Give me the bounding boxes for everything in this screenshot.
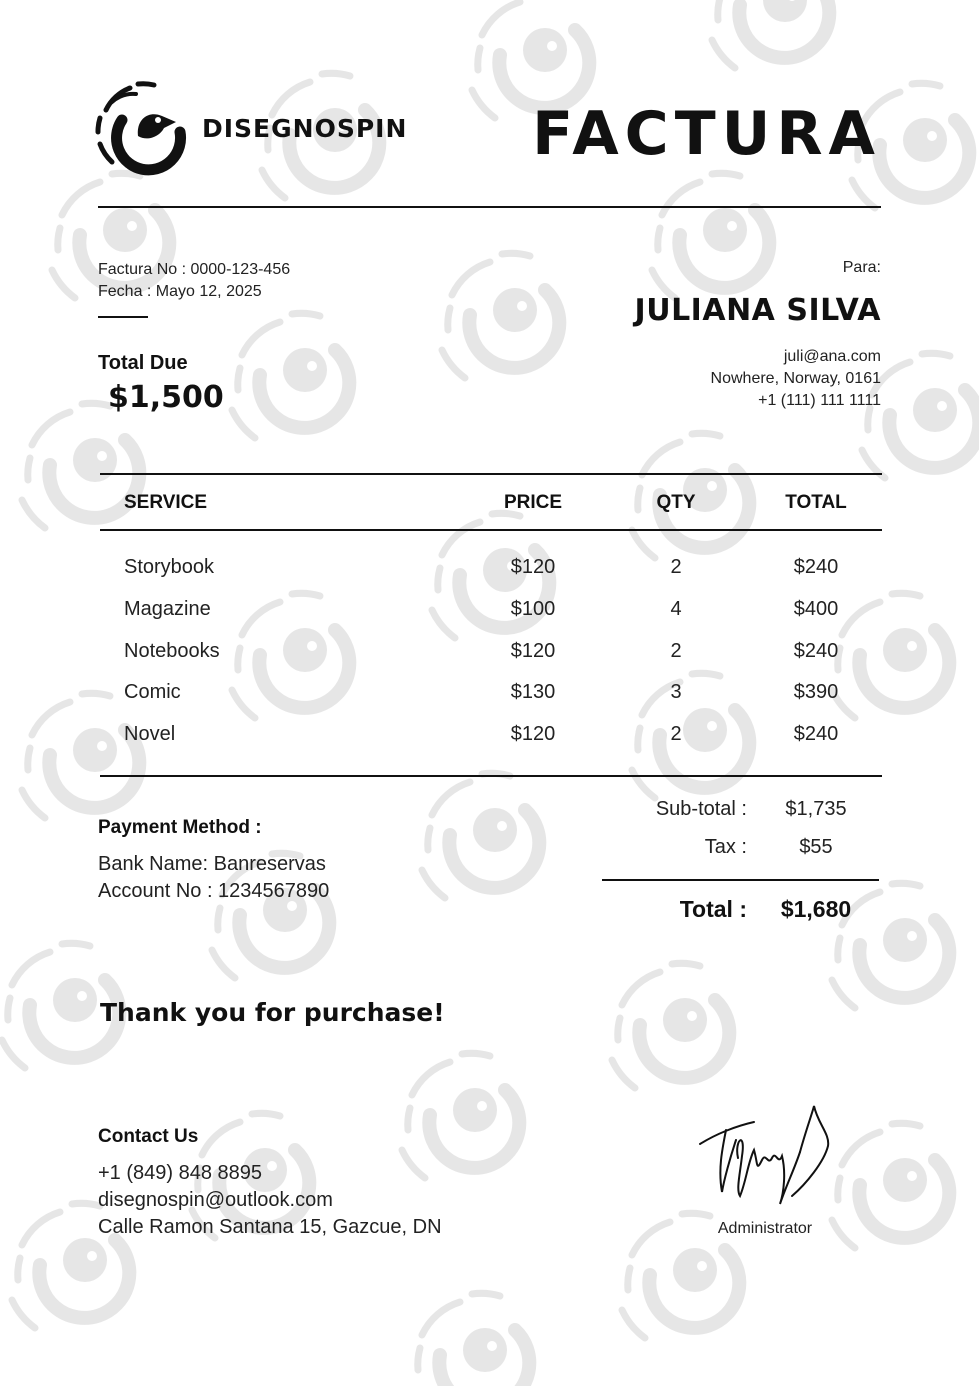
table-top-rule bbox=[100, 473, 882, 475]
contact-title: Contact Us bbox=[98, 1126, 199, 1147]
row-qty: 2 bbox=[670, 640, 682, 662]
client-phone: +1 (111) 111 1111 bbox=[758, 392, 881, 409]
bill-to bbox=[635, 259, 881, 412]
table-row bbox=[0, 598, 979, 628]
bill-to-label: Para: bbox=[842, 259, 881, 276]
row-service: Magazine bbox=[124, 598, 211, 620]
account-number: Account No : 1234567890 bbox=[98, 880, 330, 902]
row-service: Notebooks bbox=[124, 640, 220, 662]
table-row bbox=[0, 681, 979, 711]
row-service: Novel bbox=[124, 723, 176, 745]
summary-rule bbox=[602, 879, 879, 881]
row-total: $240 bbox=[793, 556, 839, 578]
row-price: $120 bbox=[510, 640, 556, 662]
contact-email: disegnospin@outlook.com bbox=[98, 1189, 333, 1211]
payment-method-title: Payment Method : bbox=[98, 817, 262, 838]
header-qty: QTY bbox=[656, 492, 696, 513]
grand-total-label: Total : bbox=[679, 896, 747, 922]
table-row bbox=[0, 723, 979, 753]
thank-you-message: Thank you for purchase! bbox=[100, 998, 445, 1027]
table-row bbox=[0, 556, 979, 586]
header-service: SERVICE bbox=[124, 492, 208, 513]
invoice-date: Fecha : Mayo 12, 2025 bbox=[98, 283, 262, 300]
row-service: Comic bbox=[124, 681, 181, 703]
row-price: $100 bbox=[510, 598, 556, 620]
signatory-role: Administrator bbox=[717, 1220, 813, 1237]
total-due-label: Total Due bbox=[98, 352, 188, 374]
row-total: $240 bbox=[793, 723, 839, 745]
bank-name: Bank Name: Banreservas bbox=[98, 853, 326, 875]
table-header-rule bbox=[100, 529, 882, 531]
client-email: juli@ana.com bbox=[783, 348, 881, 365]
row-price: $130 bbox=[510, 681, 556, 703]
row-qty: 2 bbox=[670, 556, 682, 578]
brand-name: DISEGNOSPIN bbox=[202, 114, 408, 143]
tax-value: $55 bbox=[799, 836, 833, 858]
row-total: $390 bbox=[793, 681, 839, 703]
header-price: PRICE bbox=[503, 492, 563, 513]
contact-address: Calle Ramon Santana 15, Gazcue, DN bbox=[98, 1216, 442, 1238]
table-row bbox=[0, 640, 979, 670]
row-qty: 2 bbox=[670, 723, 682, 745]
client-address: Nowhere, Norway, 0161 bbox=[710, 370, 881, 387]
payment-details bbox=[98, 851, 329, 905]
subtotal-label: Sub-total : bbox=[655, 798, 747, 820]
subtotal-value: $1,735 bbox=[785, 798, 847, 820]
tax-label: Tax : bbox=[704, 836, 747, 858]
contact-phone: +1 (849) 848 8895 bbox=[98, 1162, 263, 1184]
document-title: FACTURA bbox=[532, 99, 881, 169]
row-qty: 3 bbox=[670, 681, 682, 703]
table-bottom-rule bbox=[100, 775, 882, 777]
signature-image bbox=[696, 1100, 836, 1208]
total-due-amount: $1,500 bbox=[108, 380, 224, 415]
contact-details bbox=[98, 1160, 442, 1241]
header-divider bbox=[98, 206, 881, 208]
meta-divider bbox=[98, 316, 148, 318]
invoice-meta bbox=[98, 259, 290, 303]
header-total: TOTAL bbox=[785, 492, 847, 513]
grand-total-value: $1,680 bbox=[780, 896, 852, 922]
row-total: $400 bbox=[793, 598, 839, 620]
row-price: $120 bbox=[510, 723, 556, 745]
row-total: $240 bbox=[793, 640, 839, 662]
client-name: JULIANA SILVA bbox=[634, 293, 881, 328]
invoice-number: Factura No : 0000-123-456 bbox=[98, 261, 291, 278]
row-service: Storybook bbox=[124, 556, 215, 578]
swirl-bird-logo-icon bbox=[92, 80, 192, 180]
row-qty: 4 bbox=[670, 598, 682, 620]
row-price: $120 bbox=[510, 556, 556, 578]
